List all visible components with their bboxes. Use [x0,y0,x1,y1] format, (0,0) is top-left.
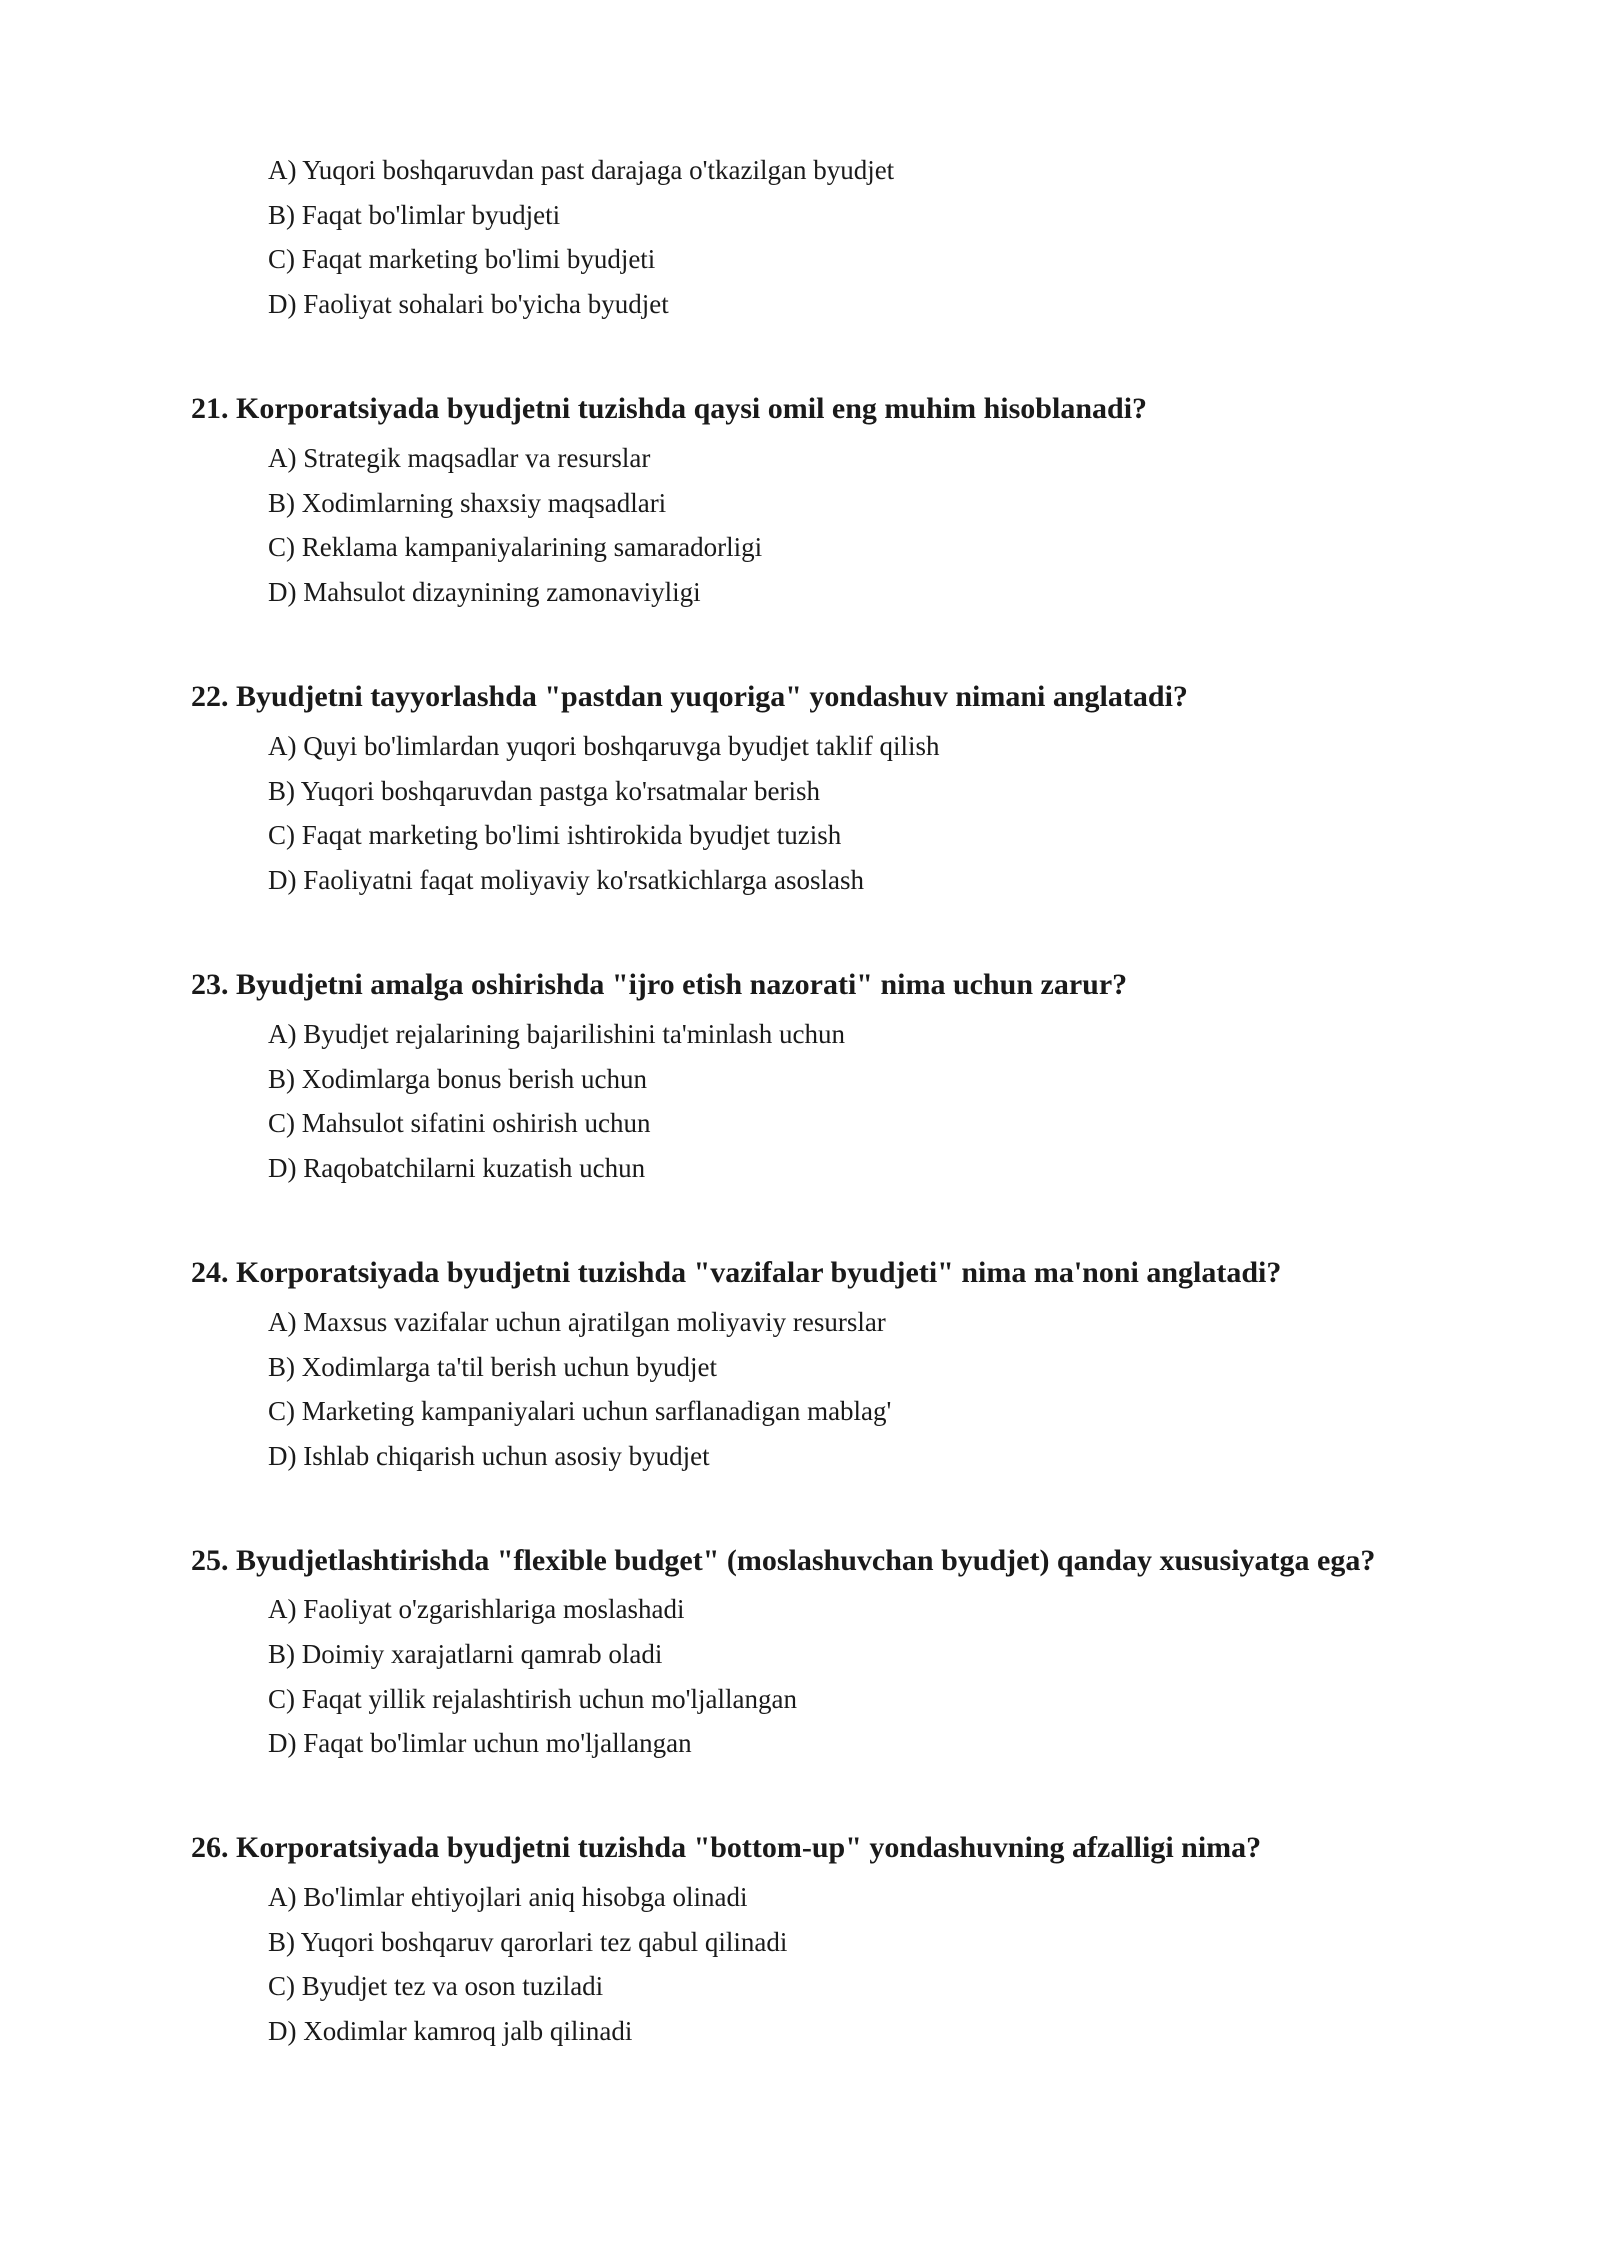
option-d: D) Faoliyat sohalari bo'yicha byudjet [268,289,669,319]
option-a: A) Quyi bo'limlardan yuqori boshqaruvga byudjet taklif qilish [268,731,940,761]
option-d: D) Faoliyatni faqat moliyaviy ko'rsatkichlarga asoslash [268,865,864,895]
option-c: C) Reklama kampaniyalarining samaradorligi [268,532,763,562]
option-b: B) Doimiy xarajatlarni qamrab oladi [268,1639,663,1669]
option-c: C) Faqat yillik rejalashtirish uchun mo'ljallangan [268,1684,798,1714]
option-a: A) Faoliyat o'zgarishlariga moslashadi [268,1594,685,1624]
option-a: A) Maxsus vazifalar uchun ajratilgan moliyaviy resurslar [268,1307,886,1337]
option-d: D) Faqat bo'limlar uchun mo'ljallangan [268,1728,692,1758]
option-a: A) Bo'limlar ehtiyojlari aniq hisobga olinadi [268,1882,748,1912]
option-c: C) Faqat marketing bo'limi byudjeti [268,244,656,274]
option-d: D) Raqobatchilarni kuzatish uchun [268,1153,646,1183]
option-b: B) Xodimlarning shaxsiy maqsadlari [268,488,667,518]
option-c: C) Byudjet tez va oson tuziladi [268,1971,604,2001]
question-title: 22. Byudjetni tayyorlashda "pastdan yuqoriga" yondashuv nimani anglatadi? [191,680,1188,713]
option-b: B) Yuqori boshqaruv qarorlari tez qabul qilinadi [268,1927,788,1957]
option-b: B) Faqat bo'limlar byudjeti [268,200,561,230]
option-b: B) Yuqori boshqaruvdan pastga ko'rsatmalar berish [268,776,820,806]
question-title: 21. Korporatsiyada byudjetni tuzishda qaysi omil eng muhim hisoblanadi? [191,392,1148,425]
option-a: A) Strategik maqsadlar va resurslar [268,443,651,473]
question-title: 26. Korporatsiyada byudjetni tuzishda "bottom-up" yondashuvning afzalligi nima? [191,1831,1262,1864]
option-b: B) Xodimlarga ta'til berish uchun byudjet [268,1352,718,1382]
option-c: C) Mahsulot sifatini oshirish uchun [268,1108,651,1138]
question-title: 23. Byudjetni amalga oshirishda "ijro etish nazorati" nima uchun zarur? [191,968,1128,1001]
option-d: D) Mahsulot dizaynining zamonaviyligi [268,577,701,607]
option-b: B) Xodimlarga bonus berish uchun [268,1064,647,1094]
question-title: 25. Byudjetlashtirishda "flexible budget" (moslashuvchan byudjet) qanday xususiyatga ega? [191,1544,1376,1577]
option-c: C) Faqat marketing bo'limi ishtirokida byudjet tuzish [268,820,842,850]
option-d: D) Xodimlar kamroq jalb qilinadi [268,2016,633,2046]
question-title: 24. Korporatsiyada byudjetni tuzishda "vazifalar byudjeti" nima ma'noni anglatadi? [191,1256,1282,1289]
option-c: C) Marketing kampaniyalari uchun sarflanadigan mablag' [268,1396,892,1426]
option-d: D) Ishlab chiqarish uchun asosiy byudjet [268,1441,710,1471]
option-a: A) Yuqori boshqaruvdan past darajaga o'tkazilgan byudjet [268,155,895,185]
option-a: A) Byudjet rejalarining bajarilishini ta'minlash uchun [268,1019,845,1049]
